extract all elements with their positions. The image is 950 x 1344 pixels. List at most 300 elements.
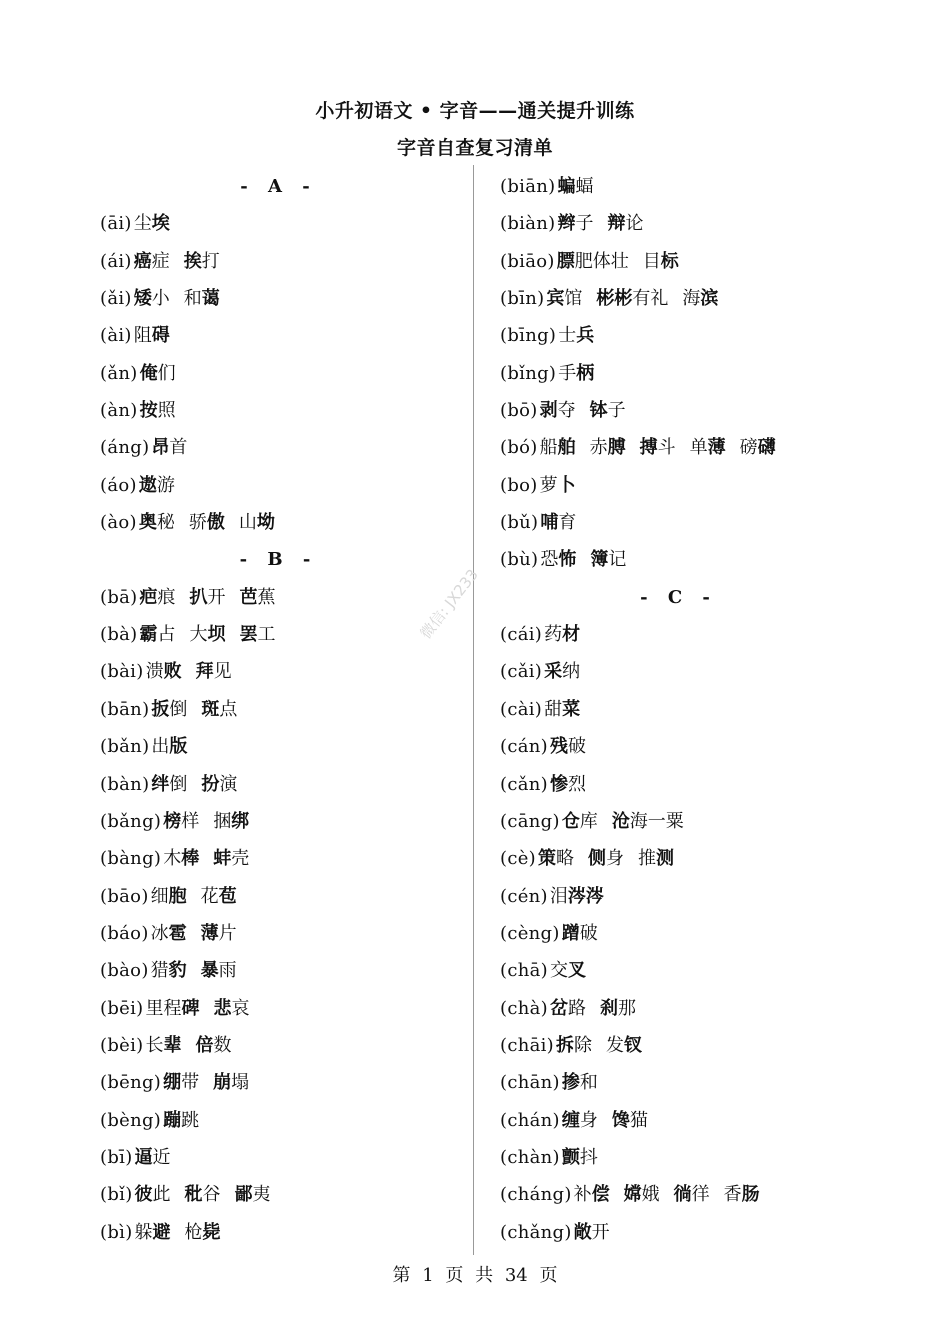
- target-character: 斑: [201, 698, 220, 720]
- word-suffix: 海一粟: [629, 810, 684, 832]
- word-suffix: 照: [157, 400, 176, 422]
- word-suffix: 肥体壮: [574, 250, 629, 272]
- example-word: [213, 1072, 249, 1093]
- target-character: 崩: [213, 1072, 232, 1094]
- pinyin-label: (cǎi): [500, 661, 543, 683]
- target-character: 侧: [587, 848, 606, 870]
- example-word: [612, 811, 684, 832]
- word-suffix: 斗: [657, 437, 676, 459]
- word-prefix: 泪: [549, 885, 568, 907]
- word-prefix: 骄: [188, 512, 207, 534]
- target-character: 扮: [201, 773, 220, 795]
- pinyin-label: (biān): [500, 176, 556, 197]
- pinyin-entry: [100, 1176, 480, 1213]
- example-word: [540, 549, 576, 570]
- target-character: 舶: [557, 437, 576, 459]
- document-title: 小升初语文 • 字音——通关提升训练: [315, 100, 635, 122]
- word-suffix: 痕: [157, 586, 176, 608]
- example-word: [556, 1035, 592, 1056]
- target-character: 毙: [202, 1221, 221, 1243]
- example-word: [140, 624, 176, 645]
- word-suffix: 蕉: [257, 586, 276, 608]
- target-character: 采: [544, 661, 563, 683]
- target-character: 岔: [549, 997, 568, 1019]
- target-character: 彬彬: [596, 288, 633, 310]
- word-suffix: 工: [257, 624, 276, 646]
- word-prefix: 单: [689, 437, 708, 459]
- pinyin-label: (cháng): [500, 1184, 572, 1206]
- target-character: 策: [537, 848, 556, 870]
- example-word: [145, 998, 199, 1019]
- word-suffix: 论: [625, 213, 644, 235]
- word-suffix: 倒: [169, 773, 188, 795]
- pinyin-label: (bǐ): [100, 1184, 133, 1206]
- word-prefix: 枪: [184, 1221, 203, 1243]
- word-prefix: 冰: [150, 922, 169, 944]
- pinyin-label: (bài): [100, 661, 144, 683]
- word-suffix: 破: [579, 922, 598, 944]
- example-word: [235, 1184, 271, 1205]
- target-character: 胞: [168, 885, 187, 907]
- pinyin-entry: [100, 1139, 480, 1176]
- target-character: 剥: [539, 400, 558, 422]
- target-character: 豹: [168, 960, 187, 982]
- pinyin-entry: [500, 429, 880, 466]
- word-suffix: 症: [151, 250, 170, 272]
- pinyin-entry: [500, 952, 880, 989]
- word-suffix: 夷: [252, 1184, 271, 1206]
- pinyin-label: (chā): [500, 960, 548, 982]
- word-prefix: 里程: [145, 997, 182, 1019]
- target-character: 测: [655, 848, 674, 870]
- pinyin-entry: [100, 952, 480, 989]
- word-prefix: 赤: [589, 437, 608, 459]
- pinyin-label: (āi): [100, 213, 132, 235]
- word-prefix: 长: [145, 1034, 164, 1056]
- word-prefix: 补: [573, 1184, 592, 1206]
- target-character: 辈: [163, 1034, 182, 1056]
- word-suffix: 演: [219, 773, 238, 795]
- pinyin-label: (chán): [500, 1109, 560, 1131]
- example-word: [135, 1222, 171, 1243]
- example-word: [151, 960, 187, 981]
- example-word: [643, 251, 679, 272]
- target-character: 霸: [139, 624, 158, 646]
- target-character: 挨: [183, 250, 202, 272]
- target-character: 卜: [557, 474, 576, 496]
- pinyin-label: (bèng): [100, 1109, 162, 1131]
- target-character: 逼: [134, 1146, 153, 1168]
- example-word: [540, 475, 576, 496]
- target-character: 柄: [576, 362, 595, 384]
- word-suffix: 小: [151, 288, 170, 310]
- pinyin-entry: [500, 653, 880, 690]
- pinyin-entry: [500, 803, 880, 840]
- example-word: [544, 624, 580, 645]
- target-character: 宾: [546, 288, 565, 310]
- word-suffix: 身: [605, 848, 624, 870]
- word-suffix: 子: [575, 213, 594, 235]
- example-word: [682, 288, 718, 309]
- pinyin-entry: [100, 728, 480, 765]
- pinyin-entry: [100, 317, 480, 354]
- pinyin-label: (chàn): [500, 1146, 560, 1168]
- target-character: 俺: [139, 362, 158, 384]
- word-suffix: 哀: [231, 997, 250, 1019]
- example-word: [590, 549, 626, 570]
- pinyin-entry: [100, 990, 480, 1027]
- example-word: [134, 325, 170, 346]
- example-word: [151, 774, 187, 795]
- pinyin-entry: [100, 280, 480, 317]
- target-character: 奥: [138, 512, 157, 534]
- word-suffix: 身: [579, 1109, 598, 1131]
- example-word: [724, 1184, 760, 1205]
- example-word: [557, 176, 593, 197]
- example-word: [201, 886, 237, 907]
- word-suffix: 猫: [629, 1109, 648, 1131]
- example-word: [540, 512, 576, 533]
- pinyin-label: (biāo): [500, 250, 555, 272]
- word-suffix: 近: [152, 1146, 171, 1168]
- target-character: 绑: [231, 810, 250, 832]
- target-character: 蚌: [213, 848, 232, 870]
- target-character: 颤: [561, 1146, 580, 1168]
- target-character: 蹭: [561, 922, 580, 944]
- word-prefix: 出: [151, 736, 170, 758]
- example-word: [184, 251, 220, 272]
- pinyin-entry: [500, 541, 880, 578]
- example-word: [590, 437, 626, 458]
- right-column: [500, 168, 880, 1251]
- word-suffix: 开: [591, 1221, 610, 1243]
- target-character: 叉: [567, 960, 586, 982]
- target-character: 缠: [561, 1109, 580, 1131]
- example-word: [550, 774, 586, 795]
- word-suffix: 烈: [567, 773, 586, 795]
- word-suffix: 此: [152, 1184, 171, 1206]
- pinyin-entry: [100, 803, 480, 840]
- word-prefix: 溃: [145, 661, 164, 683]
- word-prefix: 海: [682, 288, 701, 310]
- word-prefix: 香: [723, 1184, 742, 1206]
- target-character: 搏: [639, 437, 658, 459]
- target-character: 沧: [611, 810, 630, 832]
- word-suffix: 记: [608, 549, 627, 571]
- example-word: [574, 1222, 610, 1243]
- target-character: 怖: [558, 549, 577, 571]
- example-word: [185, 1222, 221, 1243]
- pinyin-label: (bó): [500, 437, 538, 459]
- example-word: [140, 363, 176, 384]
- word-suffix: 跳: [181, 1109, 200, 1131]
- target-character: 鄙: [234, 1184, 253, 1206]
- pinyin-entry: [100, 1027, 480, 1064]
- pinyin-label: (bo): [500, 474, 538, 496]
- word-prefix: 士: [558, 325, 577, 347]
- target-character: 扳: [151, 698, 170, 720]
- pinyin-entry: [500, 878, 880, 915]
- word-suffix: 库: [579, 810, 598, 832]
- pinyin-entry: [500, 616, 880, 653]
- example-word: [590, 400, 626, 421]
- example-word: [151, 886, 187, 907]
- target-character: 埃: [151, 213, 170, 235]
- pinyin-entry: [500, 840, 880, 877]
- target-character: 兵: [576, 325, 595, 347]
- example-word: [574, 1184, 610, 1205]
- example-word: [134, 288, 170, 309]
- word-prefix: 山: [238, 512, 257, 534]
- pinyin-entry: [500, 392, 880, 429]
- target-character: 徜: [673, 1184, 692, 1206]
- target-character: 疤: [139, 586, 158, 608]
- pinyin-label: (ào): [100, 512, 137, 534]
- pinyin-entry: [500, 280, 880, 317]
- word-prefix: 萝: [539, 474, 558, 496]
- example-word: [239, 512, 275, 533]
- target-character: 癌: [133, 250, 152, 272]
- pinyin-entry: [100, 243, 480, 280]
- target-character: 膘: [556, 250, 575, 272]
- example-word: [562, 1072, 598, 1093]
- example-word: [557, 251, 629, 272]
- word-prefix: 木: [163, 848, 182, 870]
- target-character: 倍: [195, 1034, 214, 1056]
- word-suffix: 打: [201, 250, 220, 272]
- example-word: [201, 699, 237, 720]
- pinyin-entry: [500, 1027, 880, 1064]
- target-character: 哺: [540, 512, 559, 534]
- pinyin-label: (chǎng): [500, 1221, 572, 1243]
- word-suffix: 塌: [231, 1072, 250, 1094]
- pinyin-entry: [100, 504, 480, 541]
- target-character: 悲: [213, 997, 232, 1019]
- example-word: [151, 699, 187, 720]
- example-word: [540, 437, 576, 458]
- example-word: [557, 213, 593, 234]
- pinyin-label: (cè): [500, 848, 536, 870]
- watermark: 微信: JX233: [416, 565, 482, 643]
- pinyin-label: (ǎn): [100, 362, 138, 384]
- example-word: [196, 661, 232, 682]
- target-character: 薄: [200, 922, 219, 944]
- pinyin-entry: [100, 579, 480, 616]
- target-character: 惨: [549, 773, 568, 795]
- example-word: [213, 811, 249, 832]
- target-character: 蝙: [557, 176, 576, 197]
- example-word: [538, 848, 574, 869]
- example-word: [163, 848, 199, 869]
- pinyin-entry: [100, 355, 480, 392]
- example-word: [540, 400, 576, 421]
- example-word: [562, 1147, 598, 1168]
- example-word: [139, 475, 175, 496]
- pinyin-label: (bì): [100, 1221, 133, 1243]
- pinyin-label: (bèi): [100, 1034, 144, 1056]
- example-word: [600, 998, 636, 1019]
- target-character: 碍: [151, 325, 170, 347]
- pinyin-label: (bāo): [100, 885, 149, 907]
- example-word: [690, 437, 726, 458]
- pinyin-label: (cái): [500, 624, 543, 646]
- word-prefix: 和: [183, 288, 202, 310]
- pinyin-label: (chà): [500, 997, 548, 1019]
- example-word: [163, 811, 199, 832]
- example-word: [190, 587, 226, 608]
- pinyin-label: (bàn): [100, 773, 150, 795]
- target-character: 滨: [700, 288, 719, 310]
- target-character: 绊: [151, 773, 170, 795]
- target-character: 遨: [138, 474, 157, 496]
- pinyin-entry: [500, 915, 880, 952]
- word-suffix: 点: [219, 698, 238, 720]
- example-word: [185, 1184, 221, 1205]
- example-word: [151, 736, 187, 757]
- example-word: [195, 1035, 231, 1056]
- target-character: 罢: [239, 624, 258, 646]
- example-word: [140, 400, 176, 421]
- target-character: 棒: [181, 848, 200, 870]
- pinyin-label: (cāng): [500, 810, 560, 832]
- word-suffix: 样: [181, 810, 200, 832]
- example-word: [674, 1184, 710, 1205]
- pinyin-label: (bīng): [500, 325, 557, 347]
- pinyin-label: (chān): [500, 1072, 560, 1094]
- target-character: 肠: [741, 1184, 760, 1206]
- pinyin-entry: [100, 878, 480, 915]
- example-word: [189, 512, 225, 533]
- word-prefix: 猎: [150, 960, 169, 982]
- pinyin-entry: [500, 1102, 880, 1139]
- pinyin-entry: [500, 467, 880, 504]
- word-prefix: 发: [606, 1034, 625, 1056]
- word-suffix: 谷: [202, 1184, 221, 1206]
- target-character: 败: [163, 661, 182, 683]
- example-word: [550, 886, 604, 907]
- target-character: 偿: [591, 1184, 610, 1206]
- example-word: [550, 960, 586, 981]
- word-suffix: 蝠: [575, 176, 594, 197]
- word-suffix: 略: [555, 848, 574, 870]
- example-word: [134, 213, 170, 234]
- pinyin-label: (bēi): [100, 997, 144, 1019]
- word-suffix: 夺: [557, 400, 576, 422]
- target-character: 雹: [168, 922, 187, 944]
- example-word: [558, 325, 594, 346]
- example-word: [562, 811, 598, 832]
- word-prefix: 推: [637, 848, 656, 870]
- word-suffix: 们: [157, 362, 176, 384]
- word-prefix: 花: [200, 885, 219, 907]
- word-prefix: 细: [150, 885, 169, 907]
- pinyin-entry: [100, 653, 480, 690]
- target-character: 辫: [557, 213, 576, 235]
- example-word: [135, 1184, 171, 1205]
- example-word: [145, 1035, 181, 1056]
- target-character: 坝: [207, 624, 226, 646]
- word-suffix: 游: [156, 474, 175, 496]
- pinyin-label: (ài): [100, 325, 132, 347]
- target-character: 刹: [599, 997, 618, 1019]
- pinyin-label: (áo): [100, 474, 137, 496]
- example-word: [139, 512, 175, 533]
- pinyin-label: (cán): [500, 736, 548, 758]
- pinyin-label: (bàng): [100, 848, 162, 870]
- pinyin-entry: [500, 317, 880, 354]
- pinyin-label: (chāi): [500, 1034, 555, 1056]
- example-word: [546, 288, 582, 309]
- target-character: 昂: [151, 437, 170, 459]
- pinyin-label: (bā): [100, 586, 138, 608]
- left-column: [100, 168, 480, 1251]
- target-character: 馋: [611, 1109, 630, 1131]
- example-word: [550, 998, 586, 1019]
- pinyin-entry: [100, 691, 480, 728]
- word-suffix: 娥: [641, 1184, 660, 1206]
- target-character: 傲: [206, 512, 225, 534]
- pinyin-label: (ǎi): [100, 288, 132, 310]
- target-character: 嫦: [623, 1184, 642, 1206]
- word-suffix: 见: [213, 661, 232, 683]
- target-character: 簿: [590, 549, 609, 571]
- word-prefix: 目: [642, 250, 661, 272]
- example-word: [201, 774, 237, 795]
- target-character: 菜: [562, 698, 581, 720]
- pinyin-entry: [100, 1214, 480, 1251]
- target-character: 钗: [624, 1034, 643, 1056]
- word-prefix: 药: [544, 624, 563, 646]
- example-word: [638, 848, 674, 869]
- example-word: [140, 587, 176, 608]
- example-word: [151, 437, 187, 458]
- word-suffix: 抖: [579, 1146, 598, 1168]
- pinyin-entry: [500, 990, 880, 1027]
- example-word: [135, 1147, 171, 1168]
- word-suffix: 馆: [564, 288, 583, 310]
- pinyin-entry: [100, 205, 480, 242]
- target-character: 矮: [133, 288, 152, 310]
- pinyin-label: (áng): [100, 437, 150, 459]
- word-suffix: 倒: [169, 698, 188, 720]
- pinyin-label: (bēng): [100, 1072, 162, 1094]
- word-suffix: 育: [558, 512, 577, 534]
- word-prefix: 交: [549, 960, 568, 982]
- word-prefix: 尘: [133, 213, 152, 235]
- example-word: [544, 661, 580, 682]
- pinyin-entry: [500, 1064, 880, 1101]
- example-word: [201, 960, 237, 981]
- example-word: [163, 1110, 199, 1131]
- pinyin-entry: [100, 766, 480, 803]
- word-suffix: 壳: [231, 848, 250, 870]
- pinyin-entry: [500, 1176, 880, 1213]
- pinyin-label: (bǔ): [500, 512, 539, 534]
- target-character: 残: [549, 736, 568, 758]
- target-character: 暴: [200, 960, 219, 982]
- example-word: [558, 363, 594, 384]
- word-suffix: 占: [157, 624, 176, 646]
- example-word: [624, 1184, 660, 1205]
- pinyin-entry: [500, 205, 880, 242]
- pinyin-entry: [500, 243, 880, 280]
- target-character: 芭: [239, 586, 258, 608]
- pinyin-entry: [500, 504, 880, 541]
- example-word: [588, 848, 624, 869]
- target-character: 辩: [607, 213, 626, 235]
- word-suffix: 那: [617, 997, 636, 1019]
- pinyin-label: (àn): [100, 400, 138, 422]
